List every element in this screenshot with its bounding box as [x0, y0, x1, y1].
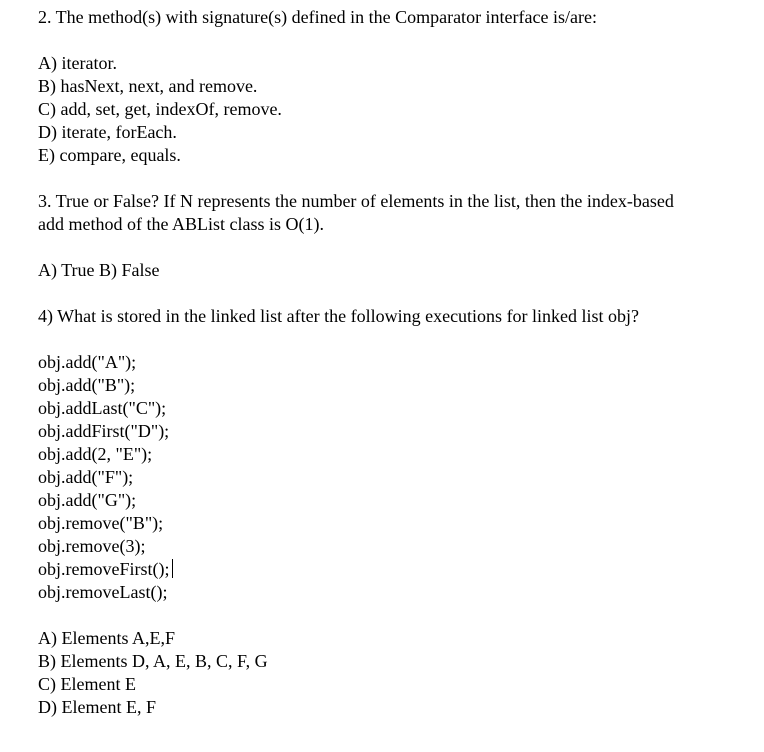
- code-line-1: obj.add("A");: [38, 352, 137, 372]
- question-4-title: 4) What is stored in the linked list after the following executions for linked list obj?: [38, 306, 640, 326]
- question-4-option-a: A) Elements A,E,F: [38, 628, 175, 648]
- code-line-9: obj.remove(3);: [38, 536, 146, 556]
- code-line-10-text: obj.removeFirst();: [38, 559, 170, 579]
- code-line-4: obj.addFirst("D");: [38, 421, 170, 441]
- question-4-option-b: B) Elements D, A, E, B, C, F, G: [38, 651, 268, 671]
- question-3-text-line-2: add method of the ABList class is O(1).: [38, 214, 324, 234]
- question-2-option-e: E) compare, equals.: [38, 145, 181, 165]
- code-line-3: obj.addLast("C");: [38, 398, 167, 418]
- code-line-11: obj.removeLast();: [38, 582, 168, 602]
- text-cursor: [172, 559, 173, 578]
- question-2-option-b: B) hasNext, next, and remove.: [38, 76, 258, 96]
- code-line-2: obj.add("B");: [38, 375, 136, 395]
- code-line-6: obj.add("F");: [38, 467, 134, 487]
- question-2-option-c: C) add, set, get, indexOf, remove.: [38, 99, 282, 119]
- question-3-answers: A) True B) False: [38, 260, 160, 280]
- question-4-option-c: C) Element E: [38, 674, 136, 694]
- code-line-8: obj.remove("B");: [38, 513, 164, 533]
- question-2-option-a: A) iterator.: [38, 53, 117, 73]
- code-line-7: obj.add("G");: [38, 490, 137, 510]
- question-2-title: 2. The method(s) with signature(s) defined in the Comparator interface is/are:: [38, 7, 597, 27]
- code-line-10[interactable]: [38, 558, 173, 581]
- question-4-option-d: D) Element E, F: [38, 697, 156, 717]
- question-2-option-d: D) iterate, forEach.: [38, 122, 177, 142]
- question-3-text-line-1: 3. True or False? If N represents the number of elements in the list, then the index-based: [38, 191, 674, 211]
- code-line-5: obj.add(2, "E");: [38, 444, 153, 464]
